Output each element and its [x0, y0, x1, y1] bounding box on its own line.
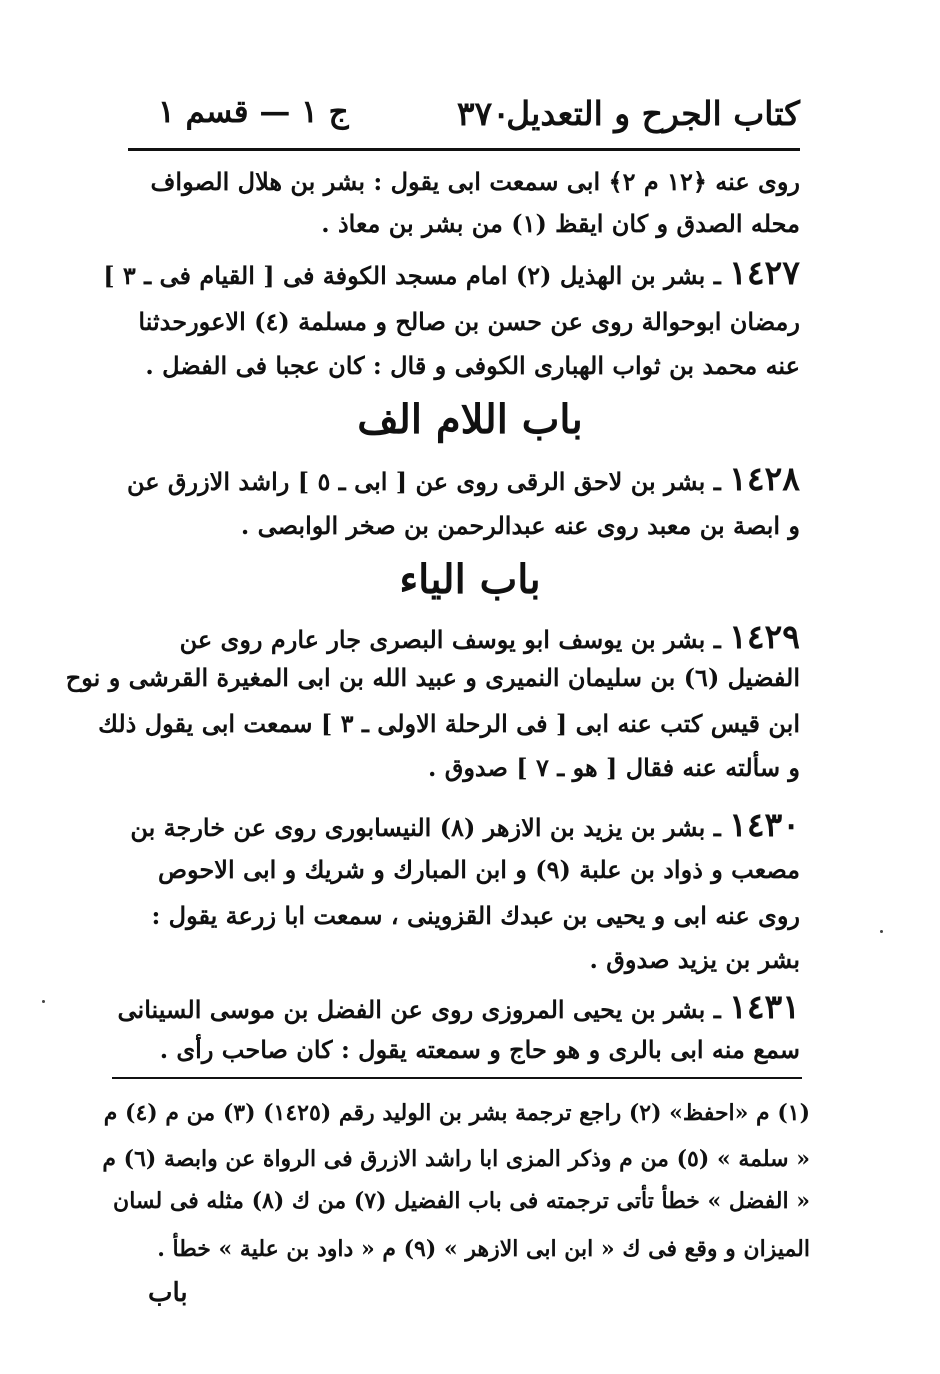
- entry-1428: [126, 459, 800, 498]
- entry-number: ١٤٢٨: [729, 459, 800, 498]
- text-line: رمضان ابوحوالة روى عن حسن بن صالح و مسلمة (٤) الاعورحدثنا: [138, 307, 800, 336]
- entry-1427: [103, 253, 800, 292]
- entry-1429: [179, 617, 800, 656]
- footnote-line: « سلمة » (٥) من م وذكر المزى ابا راشد الازرق فى الرواة عن وابصة (٦) م: [102, 1146, 810, 1172]
- footnote-line: « الفضل » خطأ تأتى ترجمته فى باب الفضيل (٧) من ك (٨) مثله فى لسان: [113, 1188, 810, 1214]
- footnote-rule: [112, 1077, 802, 1079]
- entry-1430: [130, 805, 800, 844]
- entry-text: ـ بشر بن الهذيل (٢) امام مسجد الكوفة فى [ القيام فى ـ ٣ ]: [103, 261, 721, 290]
- text-line: ابن قيس كتب عنه ابى [ فى الرحلة الاولى ـ ٣ ] سمعت ابى يقول ذلك: [98, 709, 800, 738]
- catchword: باب: [148, 1278, 188, 1308]
- header-rule: [128, 148, 800, 151]
- print-speck: [880, 930, 883, 933]
- entry-number: ١٤٣٠: [729, 805, 800, 844]
- entry-number: ١٤٢٩: [729, 617, 800, 656]
- text-line: محله الصدق و كان ايقظ (١) من بشر بن معاذ .: [321, 209, 800, 238]
- running-header: [128, 92, 800, 142]
- text-line: روى عنه ابى و يحيى بن عبدك القزوينى ، سمعت ابا زرعة يقول :: [151, 901, 800, 930]
- page-number: ٣٧٠: [456, 94, 510, 133]
- entry-text: ـ بشر بن يحيى المروزى روى عن الفضل بن موسى السينانى: [117, 995, 721, 1024]
- entry-1431: [117, 987, 800, 1026]
- text-line: سمع منه ابى بالرى و هو حاج و سمعته يقول : كان صاحب رأى .: [159, 1035, 800, 1064]
- text-line: روى عنه ﴿١٢ م ٢﴾ ابى سمعت ابى يقول : بشر بن هلال الصواف: [150, 167, 800, 196]
- entry-number: ١٤٣١: [729, 987, 800, 1026]
- entry-text: ـ بشر بن لاحق الرقى روى عن [ ابى ـ ٥ ] راشد الازرق عن: [126, 467, 721, 496]
- print-speck: [42, 1000, 45, 1003]
- footnote-line: الميزان و وقع فى ك « ابن ابى الازهر » (٩) م « داود بن علية » خطأ .: [157, 1236, 810, 1262]
- section-heading: باب اللام الف: [357, 396, 583, 443]
- entry-text: ـ بشر بن يزيد بن الازهر (٨) النيسابورى روى عن خارجة بن: [130, 813, 721, 842]
- text-line: الفضيل (٦) بن سليمان النميرى و عبيد الله بن ابى المغيرة القرشى و نوح: [65, 663, 800, 692]
- volume-label: ج ١ — قسم ١: [158, 94, 349, 130]
- book-title: كتاب الجرح و التعديل: [506, 94, 800, 133]
- entry-number: ١٤٢٧: [729, 253, 800, 292]
- section-heading: باب الياء: [399, 556, 541, 603]
- text-line: بشر بن يزيد صدوق .: [589, 945, 800, 974]
- text-line: و ابصة بن معبد روى عنه عبدالرحمن بن صخر الوابصى .: [240, 511, 800, 540]
- text-line: و سألته عنه فقال [ هو ـ ٧ ] صدوق .: [427, 753, 800, 782]
- text-line: عنه محمد بن ثواب الهبارى الكوفى و قال : كان عجبا فى الفضل .: [145, 351, 800, 380]
- text-line: مصعب و ذواد بن علبة (٩) و ابن المبارك و شريك و ابى الاحوص: [158, 855, 800, 884]
- entry-text: ـ بشر بن يوسف ابو يوسف البصرى جار عارم روى عن: [179, 625, 721, 654]
- footnote-line: (١) م «احفظ» (٢) راجع ترجمة بشر بن الوليد رقم (١٤٢٥) (٣) من م (٤) م: [103, 1100, 810, 1126]
